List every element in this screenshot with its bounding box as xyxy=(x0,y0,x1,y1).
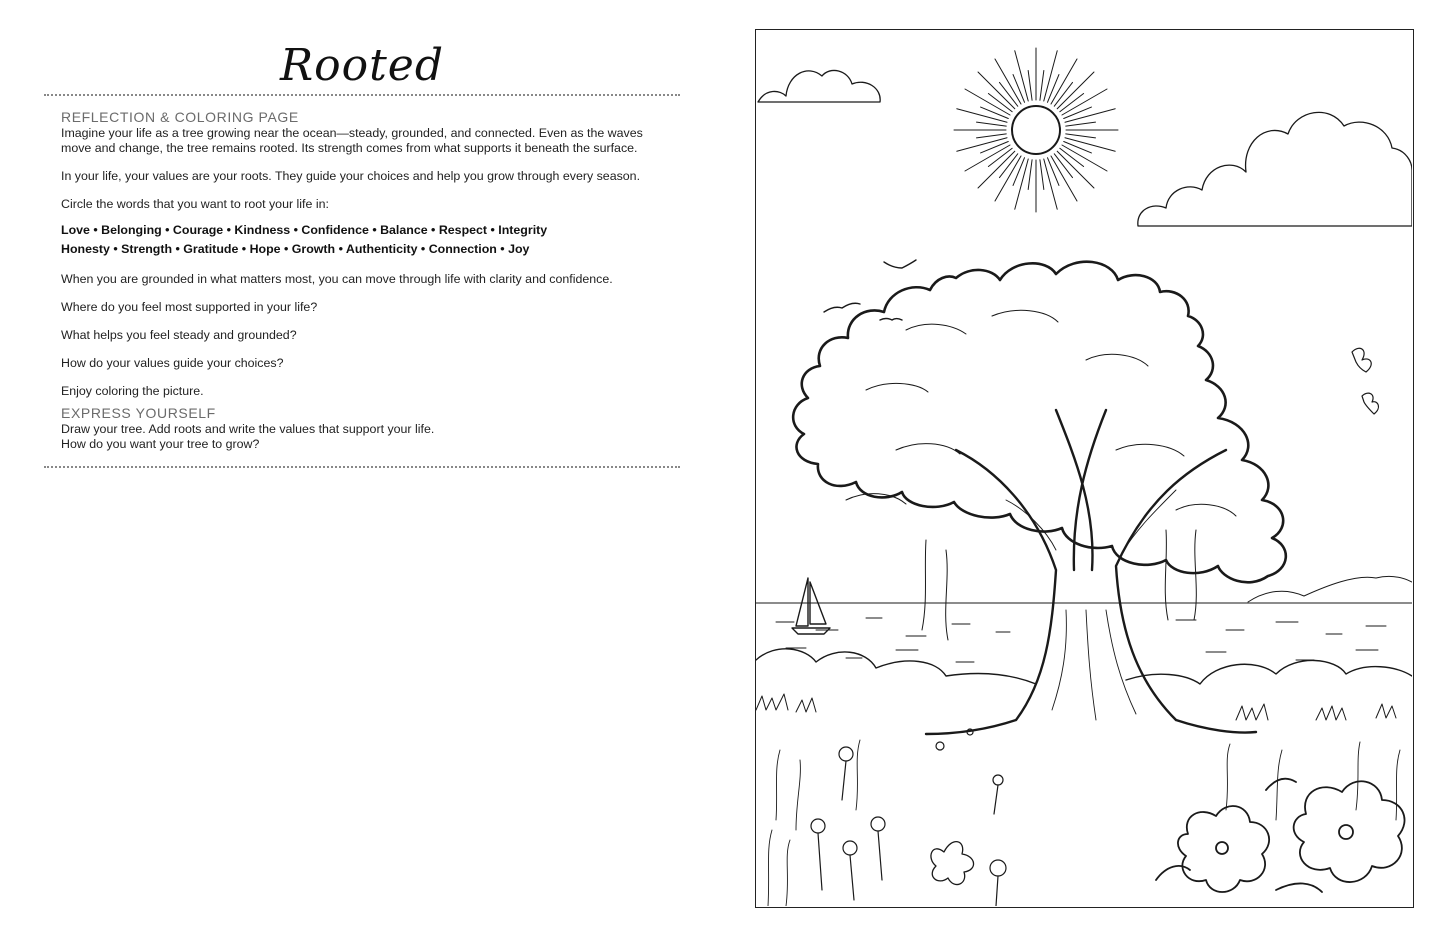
plumeria-flowers-icon xyxy=(1156,779,1405,892)
cloud-left-icon xyxy=(758,70,880,102)
express-line-1: Draw your tree. Add roots and write the values that support your life. xyxy=(61,422,435,436)
question-supported: Where do you feel most supported in your life? xyxy=(61,300,318,314)
sun-ray xyxy=(957,138,1007,151)
sun-ray xyxy=(1013,158,1024,186)
question-steady: What helps you feel steady and grounded? xyxy=(61,328,297,342)
sun-ray xyxy=(1066,122,1096,126)
sun-ray xyxy=(965,89,1010,115)
sun-ray xyxy=(1047,75,1058,103)
sun-ray xyxy=(1015,51,1028,101)
sun-ray xyxy=(1057,72,1094,109)
intro-line-2: move and change, the tree remains rooted. Its strength comes from what supports it beneath the surface. xyxy=(61,141,638,155)
bushes-icon xyxy=(756,649,1412,684)
lily-flower-icon xyxy=(931,842,974,885)
canopy-inner-lines xyxy=(846,310,1236,516)
coloring-illustration xyxy=(755,29,1414,908)
butterfly-icon xyxy=(1352,348,1378,414)
sun-ray xyxy=(995,59,1021,104)
sun-ray xyxy=(1064,141,1092,152)
sun-ray xyxy=(1051,156,1077,201)
sailboat-icon xyxy=(792,578,830,634)
sun-ray xyxy=(1015,159,1028,209)
reflection-heading: REFLECTION & COLORING PAGE xyxy=(61,109,299,125)
grass-icon xyxy=(756,694,1396,720)
sun-ray xyxy=(1065,109,1115,122)
sun-ray xyxy=(978,151,1015,188)
tall-grass-lines xyxy=(768,740,1400,906)
express-line-2: How do you want your tree to grow? xyxy=(61,437,260,451)
sun-ray xyxy=(1013,75,1024,103)
sun-ray xyxy=(1047,158,1058,186)
sun-ray xyxy=(1064,107,1092,118)
grounded-paragraph: When you are grounded in what matters most, you can move through life with clarity and confidence. xyxy=(61,272,613,286)
cloud-right-icon xyxy=(1138,112,1412,226)
sun-ray xyxy=(1062,89,1107,115)
sun-ray xyxy=(957,109,1007,122)
value-words-line-1: Love • Belonging • Courage • Kindness • Confidence • Balance • Respect • Integrity xyxy=(61,223,548,237)
circle-prompt: Circle the words that you want to root your life in: xyxy=(61,197,329,211)
ocean-icon xyxy=(756,576,1412,662)
express-heading: EXPRESS YOURSELF xyxy=(61,405,216,421)
values-paragraph: In your life, your values are your roots. They guide your choices and help you grow through every season. xyxy=(61,169,641,183)
sun-ray xyxy=(995,156,1021,201)
sun-icon xyxy=(954,48,1118,212)
enjoy-coloring: Enjoy coloring the picture. xyxy=(61,384,204,398)
page-title: Rooted xyxy=(280,40,444,91)
sun-ray xyxy=(965,145,1010,171)
question-values: How do your values guide your choices? xyxy=(61,356,284,370)
sun-ray xyxy=(1028,160,1032,190)
value-words-line-2: Honesty • Strength • Gratitude • Hope • Growth • Authenticity • Connection • Joy xyxy=(61,242,530,256)
sun-ray xyxy=(1065,138,1115,151)
reflection-content xyxy=(61,109,671,452)
sun-ray xyxy=(981,141,1009,152)
intro-line-1: Imagine your life as a tree growing near the ocean—steady, grounded, and connected. Even as the waves xyxy=(61,126,643,140)
sun-ray xyxy=(1057,151,1094,188)
dotted-divider-top xyxy=(44,94,680,96)
sun-ray xyxy=(1044,51,1057,101)
sun-ray xyxy=(1062,145,1107,171)
sun-ray xyxy=(1066,134,1096,138)
sun-ray xyxy=(978,72,1015,109)
sun-ray xyxy=(977,134,1007,138)
sun-ray xyxy=(1051,59,1077,104)
dotted-divider-bottom xyxy=(44,466,680,468)
sun-ray xyxy=(1040,160,1044,190)
sun-ray xyxy=(1044,159,1057,209)
sun-ray xyxy=(1028,71,1032,101)
daisy-flowers-icon xyxy=(811,729,1006,906)
sun-ray xyxy=(977,122,1007,126)
sun-ray xyxy=(1040,71,1044,101)
sun-ray xyxy=(981,107,1009,118)
